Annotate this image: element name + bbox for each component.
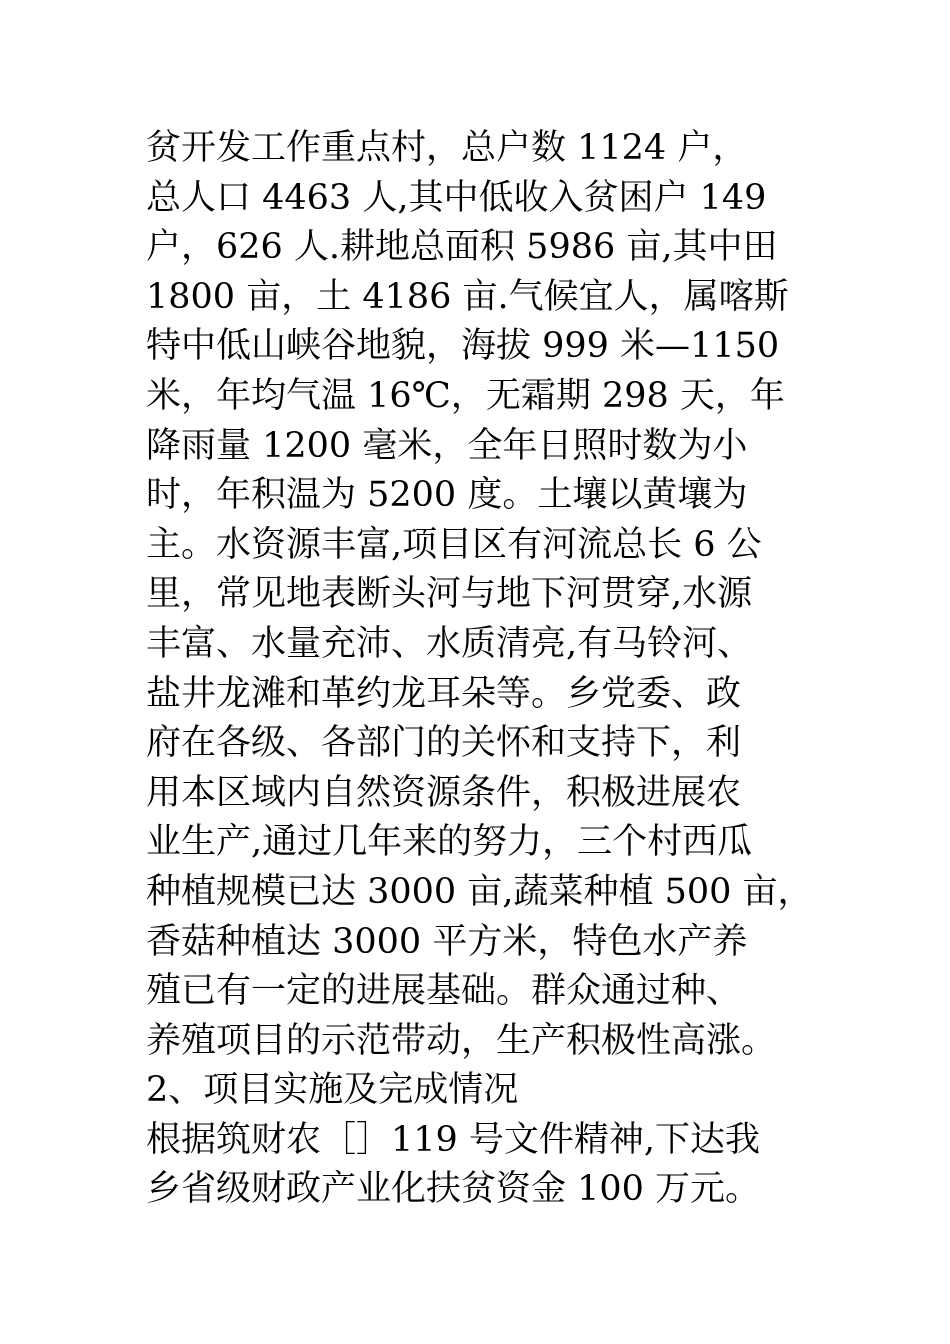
text-line-11: 丰富、水量充沛、水质清亮,有马铃河、 <box>146 623 753 664</box>
section-heading: 2、项目实施及完成情况 <box>146 1070 519 1111</box>
text-line-14: 用本区域内自然资源条件，积极进展农 <box>146 772 742 813</box>
text-line-13: 府在各级、各部门的关怀和支持下，利 <box>146 723 742 764</box>
text-line-18: 殖已有一定的进展基础。群众通过种、 <box>146 971 742 1012</box>
text-line-8: 时，年积温为 5200 度。土壤以黄壤为 <box>146 475 748 516</box>
text-line-6: 米，年均气温 16℃，无霜期 298 天，年 <box>146 375 785 416</box>
text-line-22: 乡省级财政产业化扶贫资金 100 万元。 <box>146 1169 761 1210</box>
text-line-9: 主。水资源丰富,项目区有河流总长 6 公 <box>146 524 762 565</box>
text-line-7: 降雨量 1200 毫米，全年日照时数为小 <box>146 425 748 466</box>
text-line-2: 总人口 4463 人,其中低收入贫困户 149 <box>146 177 767 218</box>
text-line-16: 种植规模已达 3000 亩,蔬菜种植 500 亩， <box>146 871 813 912</box>
body-text <box>146 124 846 1215</box>
text-line-12: 盐井龙滩和革约龙耳朵等。乡党委、政 <box>146 673 742 714</box>
text-line-19: 养殖项目的示范带动，生产积极性高涨。 <box>146 1020 777 1061</box>
text-line-21: 根据筑财农［］119 号文件精神,下达我 <box>146 1119 761 1160</box>
text-line-1: 贫开发工作重点村，总户数 1124 户， <box>146 128 748 168</box>
text-line-3: 户，626 人.耕地总面积 5986 亩,其中田 <box>146 227 778 268</box>
text-line-4: 1800 亩，土 4186 亩.气候宜人，属喀斯 <box>146 276 789 317</box>
text-line-5: 特中低山峡谷地貌，海拔 999 米—1150 <box>146 326 780 367</box>
text-line-17: 香菇种植达 3000 平方米，特色水产养 <box>146 921 748 962</box>
text-line-15: 业生产,通过几年来的努力，三个村西瓜 <box>146 822 753 863</box>
text-line-10: 里，常见地表断头河与地下河贯穿,水源 <box>146 574 753 615</box>
